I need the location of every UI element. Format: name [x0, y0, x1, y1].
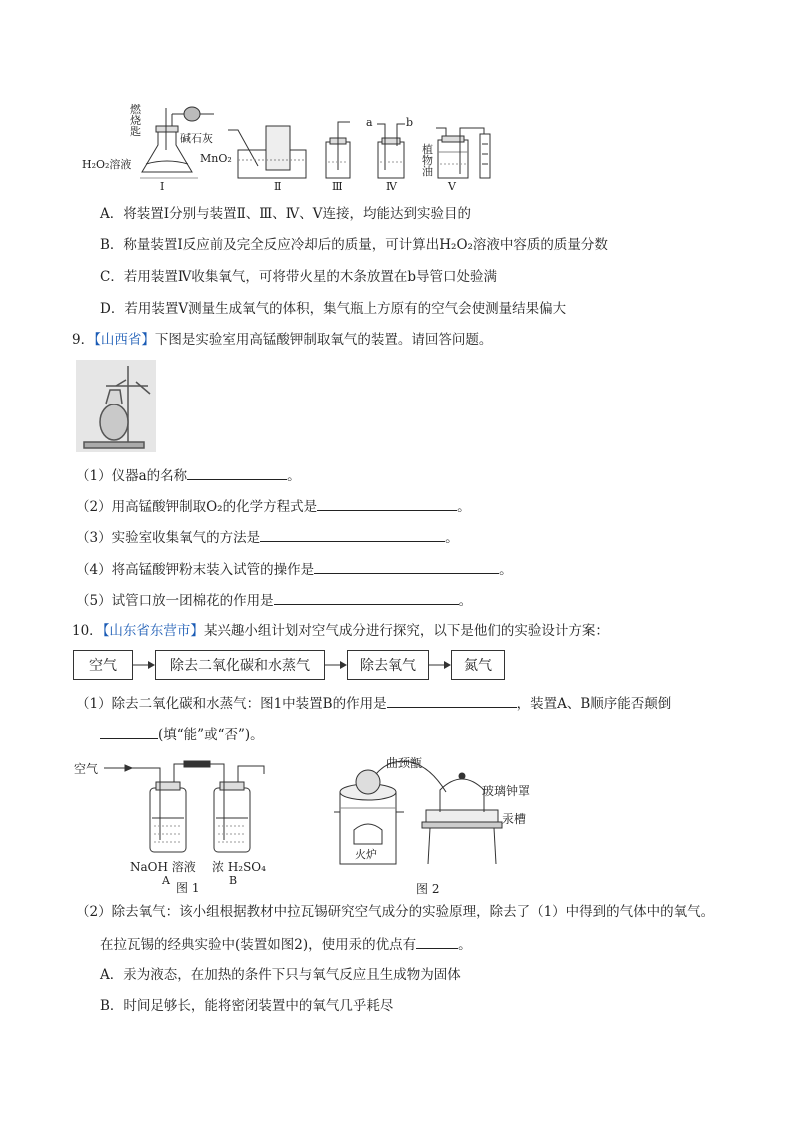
label-mno2: MnO₂	[200, 152, 232, 165]
flow-step-air: 空气	[73, 650, 133, 680]
label-burn-spoon: 燃 烧 匙	[130, 103, 141, 138]
q10-number: 10．	[72, 623, 103, 639]
q10-part-2-cont	[100, 935, 472, 954]
q9-part-1-text: （1）仪器a的名称	[76, 468, 188, 484]
flow-arrow-1	[133, 658, 155, 672]
q9-answer-blank-5[interactable]	[274, 591, 459, 605]
q9-source: 【山西省】	[94, 332, 155, 348]
apparatus-figure-top	[80, 100, 520, 195]
q9-part-3-end: 。	[445, 530, 459, 546]
label-a: a	[366, 116, 373, 129]
q10-part-1-text-2: ，装置A、B顺序能否颠倒	[516, 696, 672, 712]
q9-part-5-text: （5）试管口放一团棉花的作用是	[76, 593, 274, 609]
flow-step-remove-co2-h2o: 除去二氧化碳和水蒸气	[155, 650, 325, 680]
q9-part-4-text: （4）将高锰酸钾粉末装入试管的操作是	[76, 562, 315, 578]
fig2-label-retort: 曲颈甑	[386, 756, 423, 770]
fig1-label-b: B	[229, 874, 238, 887]
q9-answer-blank-2[interactable]	[317, 497, 457, 511]
q9-number: 9．	[72, 332, 95, 348]
q10-answer-blank-2[interactable]	[100, 725, 158, 739]
q9-answer-blank-1[interactable]	[187, 466, 287, 480]
q9-part-2	[76, 497, 471, 516]
figure-1	[74, 756, 284, 896]
q10-part-2-text: 在拉瓦锡的经典实验中(装置如图2)，使用汞的优点有	[100, 937, 417, 953]
label-plant-oil: 植 物 油	[422, 143, 433, 178]
flow-step-nitrogen: 氮气	[451, 650, 505, 680]
fig2-label-trough: 汞槽	[502, 812, 527, 826]
q9-part-2-end: 。	[457, 499, 471, 515]
q9-part-3-text: （3）实验室收集氧气的方法是	[76, 530, 261, 546]
fig2-label-furnace: 火炉	[355, 848, 377, 861]
q9-answer-blank-4[interactable]	[314, 560, 499, 574]
q9-answer-blank-3[interactable]	[260, 528, 445, 542]
q9-part-3	[76, 528, 459, 547]
label-roman-4: Ⅳ	[386, 180, 397, 193]
fig1-label-naoh: NaOH 溶液	[130, 860, 196, 874]
flow-arrow-2	[325, 658, 347, 672]
fig1-label-a: A	[162, 874, 170, 887]
fig2-label-bell-jar: 玻璃钟罩	[482, 784, 531, 798]
fig1-label-h2so4: 浓 H₂SO₄	[212, 860, 266, 874]
gas-washing-bottles-drawing	[74, 756, 284, 896]
flow-arrow-3	[429, 658, 451, 672]
q10-part-1	[76, 694, 671, 713]
q10-source: 【山东省东营市】	[102, 623, 204, 639]
q10-part-1-text: （1）除去二氧化碳和水蒸气：图1中装置B的作用是	[76, 696, 387, 712]
q9-part-1-end: 。	[287, 468, 301, 484]
q10-part-1-text-3: (填“能”或“否”)。	[158, 727, 264, 743]
figure-2	[330, 752, 540, 897]
label-roman-1: Ⅰ	[160, 180, 165, 193]
label-b: b	[406, 116, 414, 129]
q9-part-4-end: 。	[499, 562, 513, 578]
q10-answer-blank-3[interactable]	[416, 935, 458, 949]
q9-apparatus-image	[76, 360, 156, 452]
q9-part-1	[76, 466, 301, 485]
q9-part-5	[76, 591, 472, 610]
q8-option-d: D．若用装置Ⅴ测量生成氧气的体积，集气瓶上方原有的空气会使测量结果偏大	[100, 301, 567, 317]
label-roman-3: Ⅲ	[332, 180, 343, 193]
q10-stem	[72, 622, 609, 640]
fig2-caption: 图 2	[416, 882, 440, 896]
fig1-label-air: 空气	[74, 762, 99, 776]
label-h2o2-solution: H₂O₂溶液	[82, 158, 132, 171]
flow-step-remove-o2: 除去氧气	[347, 650, 429, 680]
q9-part-4	[76, 560, 513, 579]
label-roman-2: Ⅱ	[274, 180, 282, 193]
q10-part-2-end: 。	[458, 937, 472, 953]
label-roman-5: Ⅴ	[448, 180, 456, 193]
q9-part-5-end: 。	[458, 593, 473, 609]
q10-option-b: B．时间足够长，能将密闭装置中的氧气几乎耗尽	[100, 998, 394, 1014]
q9-question: 下图是实验室用高锰酸钾制取氧气的装置。请回答问题。	[154, 332, 493, 348]
q9-part-2-text: （2）用高锰酸钾制取O₂的化学方程式是	[76, 499, 318, 515]
q10-question: 某兴趣小组计划对空气成分进行探究，以下是他们的实验设计方案：	[203, 623, 609, 639]
q9-stem	[72, 331, 492, 349]
kmno4-apparatus-drawing	[76, 360, 156, 452]
fig1-caption: 图 1	[176, 881, 200, 895]
q10-option-a: A．汞为液态，在加热的条件下只与氧气反应且生成物为固体	[100, 967, 461, 983]
q8-option-b: B．称量装置Ⅰ反应前及完全反应冷却后的质量，可计算出H₂O₂溶液中容质的质量分数	[100, 237, 608, 253]
q8-option-a: A．将装置Ⅰ分别与装置Ⅱ、Ⅲ、Ⅳ、Ⅴ连接，均能达到实验目的	[100, 206, 472, 222]
q8-option-c: C．若用装置Ⅳ收集氧气，可将带火星的木条放置在b导管口处验满	[100, 269, 497, 285]
label-soda-lime: 碱石灰	[180, 132, 213, 145]
q10-answer-blank-1[interactable]	[387, 694, 517, 708]
q10-part-1-cont	[100, 725, 264, 744]
q10-part-2: （2）除去氧气：该小组根据教材中拉瓦锡研究空气成分的实验原理，除去了（1）中得到的气体中的氧气。	[76, 904, 715, 920]
